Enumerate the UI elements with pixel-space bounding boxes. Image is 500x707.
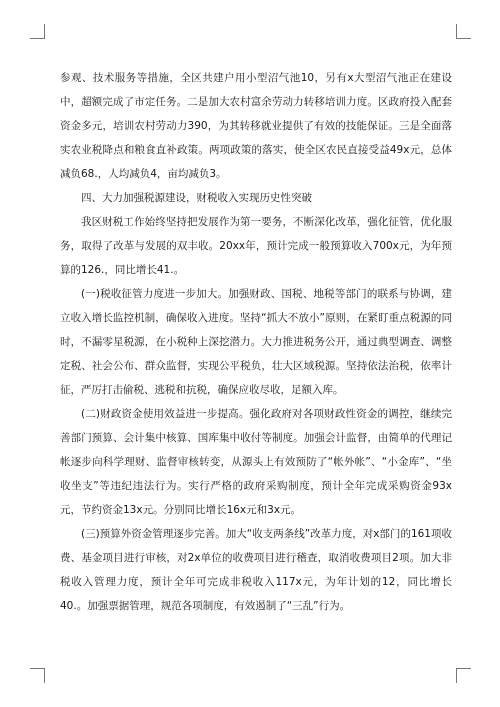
paragraph-tax-overview: 我区财税工作始终坚持把发展作为第一要务，不断深化改革，强化征管，优化服务，取得了改革与发展的双丰收。20xx年，预计完成一般预算收入700x元，为年预算的126.，同比增长41.。 xyxy=(60,216,452,276)
crop-mark-bottom-left xyxy=(30,668,45,683)
document-body xyxy=(60,66,452,618)
paragraph-fund-efficiency: (二)财政资金使用效益进一步提高。强化政府对各项财政性资金的调控，继续完善部门预算、会计集中核算、国库集中收付等制度。加强会计监督，由简单的代理记帐逐步向科学理财、监督审核转变，从源头上有效预防了“帐外帐”、“小金库”、“坐收坐支”等违纪违法行为。实行严格的政府采购制度，预计全年完成采购资金93x元，节约资金13x元。分别同比增长16x元和3x元。 xyxy=(60,408,452,516)
crop-mark-top-left xyxy=(30,24,45,39)
section-heading-tax-source: 四、大力加强税源建设，财税收入实现历史性突破 xyxy=(81,192,312,204)
crop-mark-bottom-right xyxy=(456,668,471,683)
paragraph-rural-measures: 参观、技术服务等措施，全区共建户用小型沼气池10，另有x大型沼气池正在建设中，超额完成了市定任务。二是加大农村富余劳动力转移培训力度。区政府投入配套资金多元，培训农村劳动力390，为其转移就业提供了有效的技能保证。三是全面落实农业税降点和粮食直补政策。两项政策的落实，使全区农民直接受益49x元，总体减负68.，人均减负4，亩均减负3。 xyxy=(60,72,452,180)
crop-mark-top-right xyxy=(456,24,471,39)
paragraph-extra-budget: (三)预算外资金管理逐步完善。加大“收支两条线”改革力度，对x部门的161项收费、基金项目进行审核，对2x单位的收费项目进行稽查，取消收费项目2项。加大非税收入管理力度，预计全年可完成非税收入117x元，为年计划的12，同比增长40.。加强票据管理，规范各项制度，有效遏制了“三乱”行为。 xyxy=(60,528,452,612)
paragraph-tax-collection: (一)税收征管力度进一步加大。加强财政、国税、地税等部门的联系与协调，建立收入增长监控机制，确保收入进度。坚持“抓大不放小”原则，在紧盯重点税源的同时，不漏零星税源，在小税种上深挖潜力。大力推进税务公开，通过典型调查、调整定税、社会公布、群众监督，实现公平税负，壮大区域税源。坚持依法治税，依率计征，严厉打击偷税、逃税和抗税，确保应收尽收，足额入库。 xyxy=(60,288,452,396)
